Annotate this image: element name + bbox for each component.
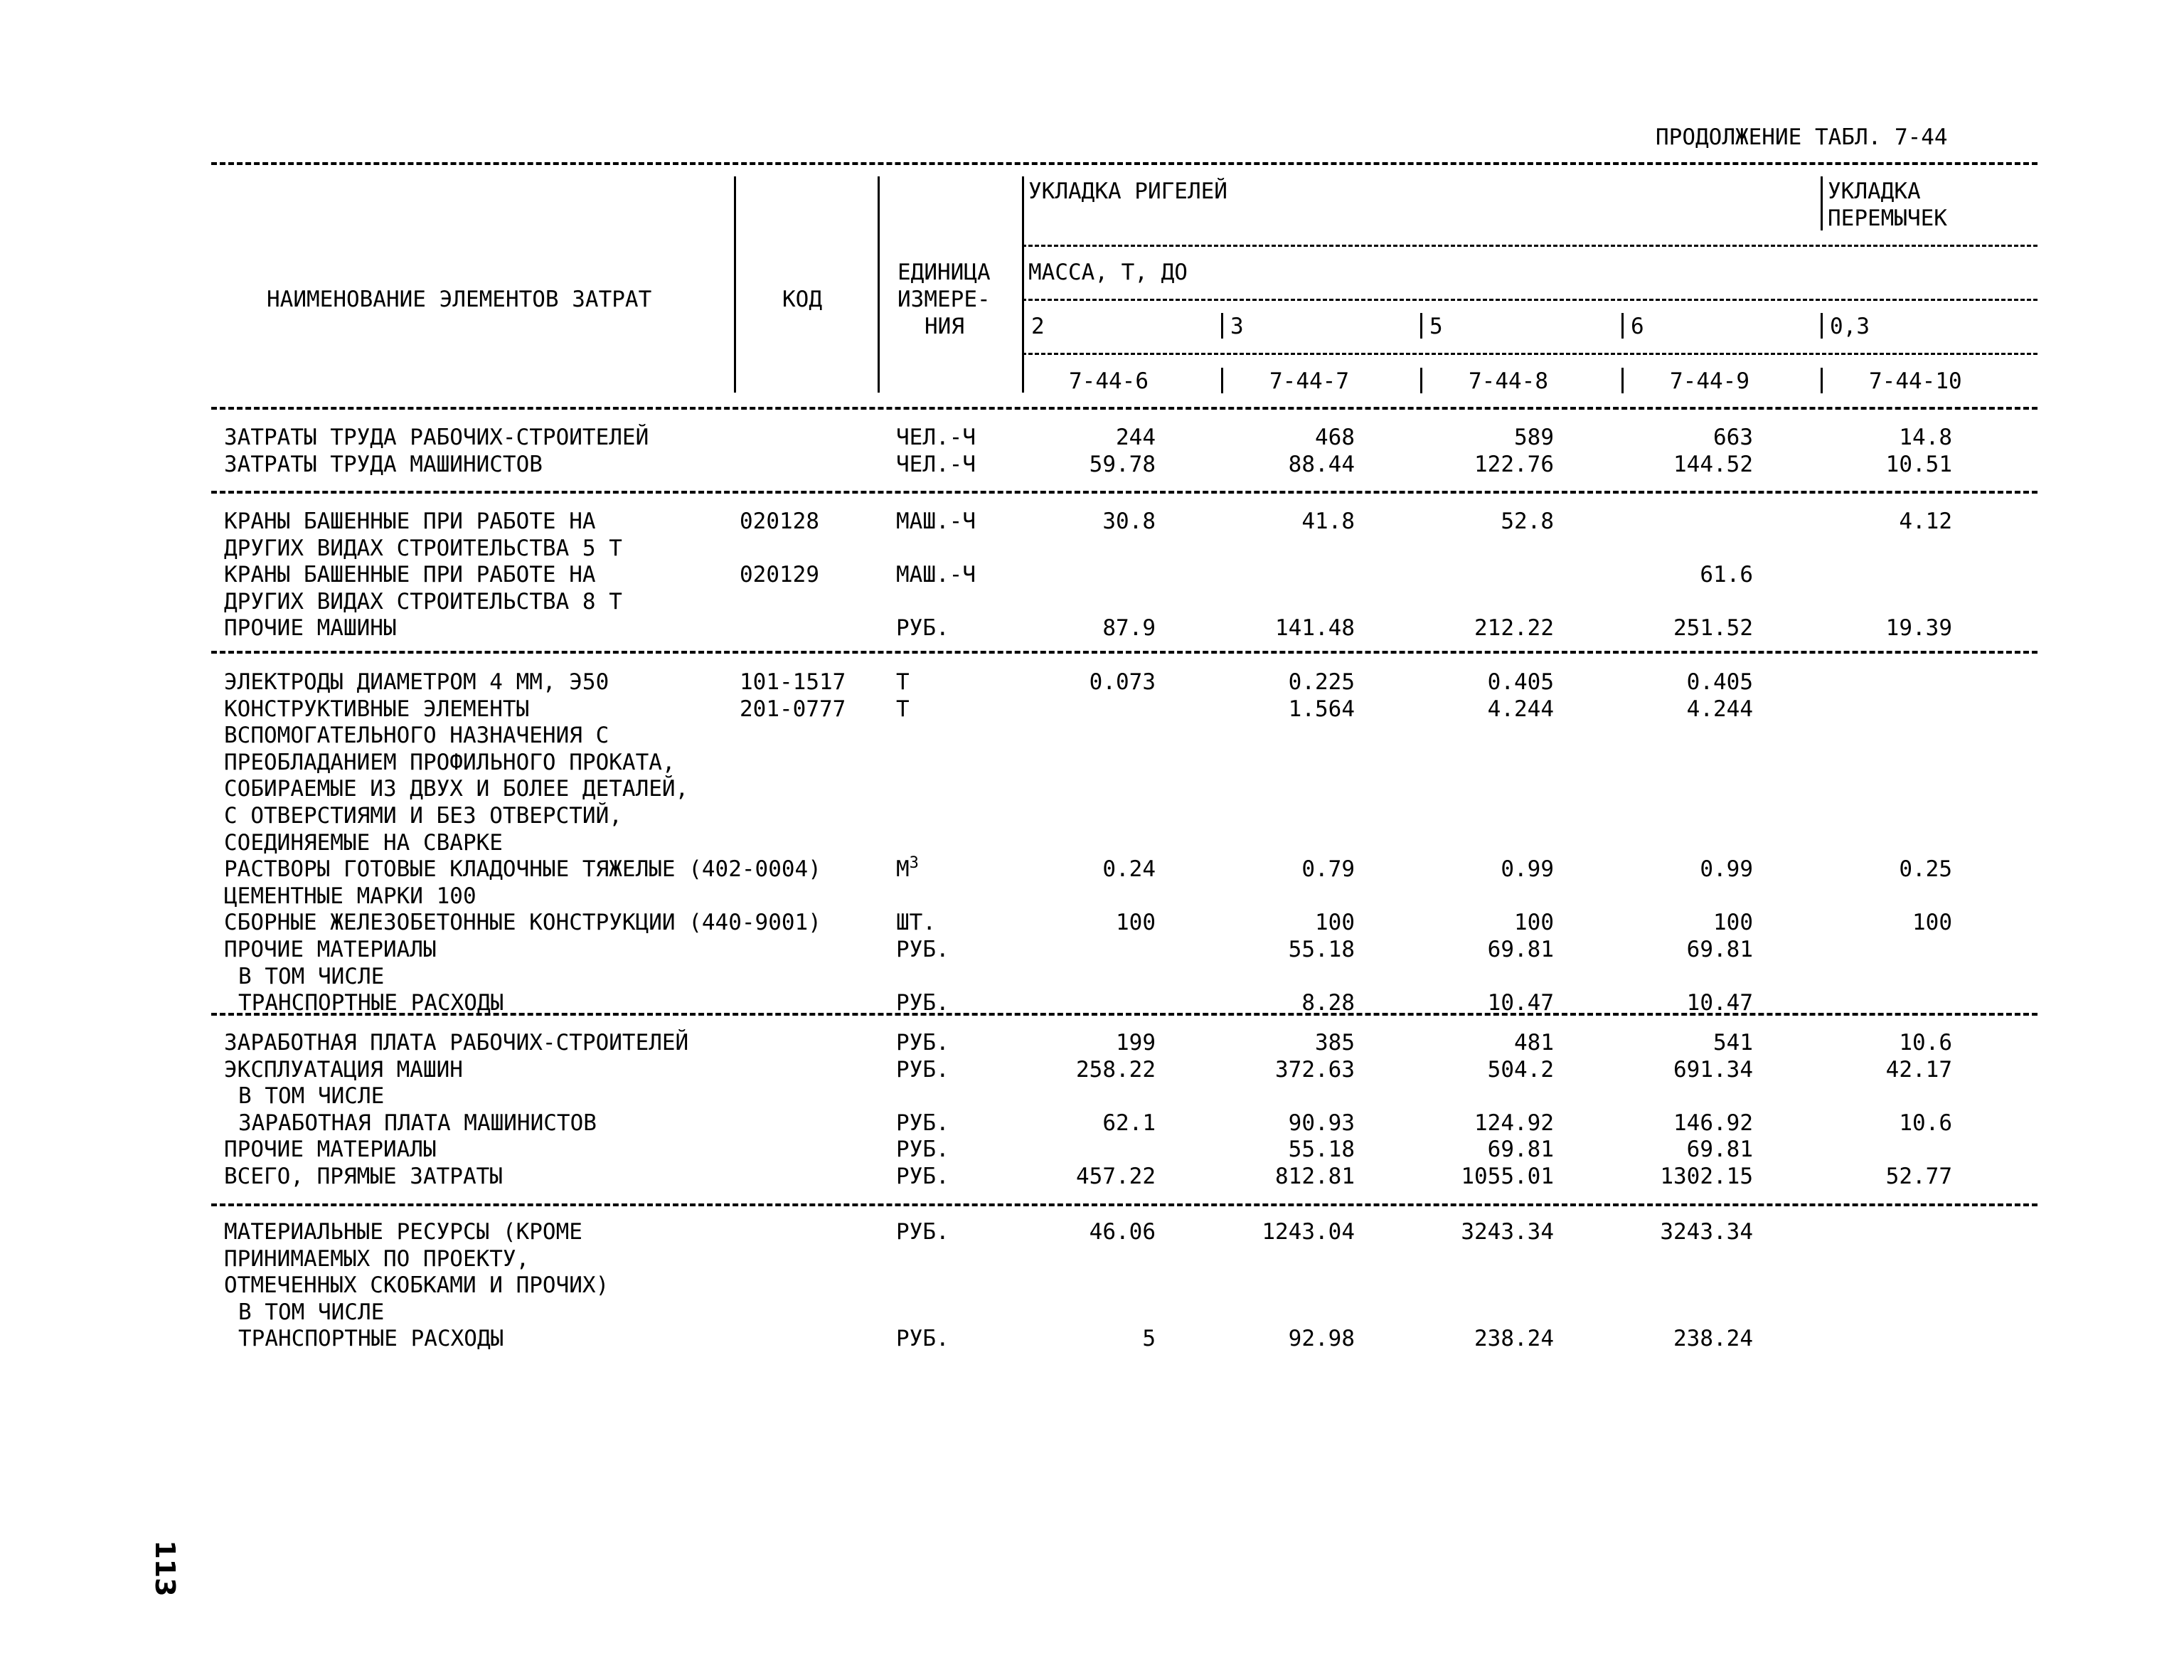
row-name-line: ЗАРАБОТНАЯ ПЛАТА РАБОЧИХ-СТРОИТЕЛЕЙ <box>224 1030 689 1056</box>
header-divider-unit-values <box>1022 176 1024 393</box>
section-rule <box>211 491 2037 494</box>
row-value: 87.9 <box>1102 615 1156 641</box>
row-value: 52.8 <box>1501 509 1554 534</box>
row-value: 1.564 <box>1288 696 1355 722</box>
row-name-line: ЗАРАБОТНАЯ ПЛАТА МАШИНИСТОВ <box>238 1110 597 1136</box>
table-caption: ПРОДОЛЖЕНИЕ ТАБЛ. 7-44 <box>1656 124 1948 150</box>
row-value: 238.24 <box>1474 1326 1554 1351</box>
header-code: КОД <box>782 287 822 312</box>
row-value: 88.44 <box>1288 452 1355 477</box>
row-unit: ЧЕЛ.-Ч <box>896 452 976 477</box>
header-name: НАИМЕНОВАНИЕ ЭЛЕМЕНТОВ ЗАТРАТ <box>267 287 652 312</box>
header-unit-1: ЕДИНИЦА <box>897 260 991 285</box>
row-name-line: С ОТВЕРСТИЯМИ И БЕЗ ОТВЕРСТИЙ, <box>224 803 622 829</box>
row-value: 385 <box>1315 1030 1355 1056</box>
header-mass-divider-5 <box>1821 313 1823 339</box>
row-value: 100 <box>1116 910 1156 935</box>
header-code-divider-5 <box>1821 368 1823 393</box>
header-mass-1: 2 <box>1031 314 1045 339</box>
row-value: 10.51 <box>1885 452 1952 477</box>
row-unit: РУБ. <box>896 1110 949 1136</box>
row-name-line: ЭЛЕКТРОДЫ ДИАМЕТРОМ 4 ММ, Э50 <box>224 669 609 695</box>
row-value: 122.76 <box>1474 452 1554 477</box>
row-unit: РУБ. <box>896 1326 949 1351</box>
row-value: 457.22 <box>1076 1164 1156 1189</box>
row-value: 69.81 <box>1487 937 1554 962</box>
header-code-2: 7-44-7 <box>1269 368 1349 394</box>
row-value: 212.22 <box>1474 615 1554 641</box>
row-value: 10.47 <box>1686 990 1753 1016</box>
row-name-line: ПРОЧИЕ МАТЕРИАЛЫ <box>224 1137 437 1162</box>
row-value: 663 <box>1713 425 1753 450</box>
row-unit: РУБ. <box>896 1219 949 1245</box>
row-name-line: ДРУГИХ ВИДАХ СТРОИТЕЛЬСТВА 5 Т <box>224 536 622 561</box>
row-name-line: ПРОЧИЕ МАТЕРИАЛЫ <box>224 937 437 962</box>
row-value: 481 <box>1514 1030 1554 1056</box>
row-name-line: ТРАНСПОРТНЫЕ РАСХОДЫ <box>238 1326 504 1351</box>
row-name-line: КРАНЫ БАШЕННЫЕ ПРИ РАБОТЕ НА <box>224 562 596 588</box>
row-name-line: ЗАТРАТЫ ТРУДА МАШИНИСТОВ <box>224 452 543 477</box>
row-value: 504.2 <box>1487 1057 1554 1083</box>
row-unit: РУБ. <box>896 1137 949 1162</box>
row-unit: РУБ. <box>896 615 949 641</box>
header-rule-2 <box>1022 299 2037 301</box>
header-mass-divider-4 <box>1621 313 1624 339</box>
row-value: 55.18 <box>1288 937 1355 962</box>
row-value: 541 <box>1713 1030 1753 1056</box>
row-value: 52.77 <box>1885 1164 1952 1189</box>
row-name-line: ДРУГИХ ВИДАХ СТРОИТЕЛЬСТВА 8 Т <box>224 589 622 615</box>
row-value: 258.22 <box>1076 1057 1156 1083</box>
row-name-line: МАТЕРИАЛЬНЫЕ РЕСУРСЫ (КРОМЕ <box>224 1219 582 1245</box>
row-code: 201-0777 <box>740 696 846 722</box>
row-value: 100 <box>1514 910 1554 935</box>
header-code-1: 7-44-6 <box>1069 368 1149 394</box>
header-rule-3 <box>1022 353 2037 355</box>
row-name-line: ВСПОМОГАТЕЛЬНОГО НАЗНАЧЕНИЯ С <box>224 723 609 748</box>
row-value: 69.81 <box>1686 937 1753 962</box>
page-number: 113 <box>149 1540 181 1597</box>
header-mass-3: 5 <box>1429 314 1443 339</box>
row-unit: РУБ. <box>896 990 949 1016</box>
row-unit: Т <box>896 669 910 695</box>
row-value: 199 <box>1116 1030 1156 1056</box>
row-name-line: ВСЕГО, ПРЯМЫЕ ЗАТРАТЫ <box>224 1164 503 1189</box>
row-value: 1243.04 <box>1262 1219 1355 1245</box>
row-unit: ШТ. <box>896 910 936 935</box>
row-value: 124.92 <box>1474 1110 1554 1136</box>
row-value: 244 <box>1116 425 1156 450</box>
rule-top <box>211 162 2037 165</box>
header-code-4: 7-44-9 <box>1670 368 1749 394</box>
section-rule <box>211 1203 2037 1206</box>
row-value: 691.34 <box>1673 1057 1753 1083</box>
header-mass-5: 0,3 <box>1830 314 1870 339</box>
row-unit: РУБ. <box>896 1030 949 1056</box>
section-rule <box>211 651 2037 654</box>
row-value: 69.81 <box>1686 1137 1753 1162</box>
section-rule <box>211 1013 2037 1016</box>
row-value: 62.1 <box>1102 1110 1156 1136</box>
row-value: 10.47 <box>1487 990 1554 1016</box>
row-value: 69.81 <box>1487 1137 1554 1162</box>
header-code-5: 7-44-10 <box>1869 368 1962 394</box>
row-value: 61.6 <box>1700 562 1753 588</box>
row-value: 0.405 <box>1686 669 1753 695</box>
row-name-line: СОЕДИНЯЕМЫЕ НА СВАРКЕ <box>224 830 503 856</box>
row-value: 0.25 <box>1899 856 1952 882</box>
row-unit: РУБ. <box>896 1164 949 1189</box>
row-value: 42.17 <box>1885 1057 1952 1083</box>
header-divider-group <box>1821 176 1823 230</box>
row-unit: РУБ. <box>896 937 949 962</box>
row-name-line: В ТОМ ЧИСЛЕ <box>238 1299 385 1325</box>
row-name-line: КОНСТРУКТИВНЫЕ ЭЛЕМЕНТЫ <box>224 696 530 722</box>
row-name-line: СОБИРАЕМЫЕ ИЗ ДВУХ И БОЛЕЕ ДЕТАЛЕЙ, <box>224 776 689 802</box>
row-value: 0.79 <box>1301 856 1355 882</box>
row-value: 0.24 <box>1102 856 1156 882</box>
row-unit: МАШ.-Ч <box>896 562 976 588</box>
row-value: 30.8 <box>1102 509 1156 534</box>
row-unit: Т <box>896 696 910 722</box>
row-name-line: ОТМЕЧЕННЫХ СКОБКАМИ И ПРОЧИХ) <box>224 1272 609 1298</box>
row-value: 5 <box>1142 1326 1156 1351</box>
row-value: 251.52 <box>1673 615 1753 641</box>
row-value: 19.39 <box>1885 615 1952 641</box>
header-divider-name-code <box>734 176 736 393</box>
header-group-rigel: УКЛАДКА РИГЕЛЕЙ <box>1028 179 1227 204</box>
row-name-line: РАСТВОРЫ ГОТОВЫЕ КЛАДОЧНЫЕ ТЯЖЕЛЫЕ (402-0004) <box>224 856 821 882</box>
row-value: 468 <box>1315 425 1355 450</box>
header-code-divider-4 <box>1621 368 1624 393</box>
row-name-line: ПРОЧИЕ МАШИНЫ <box>224 615 397 641</box>
row-value: 3243.34 <box>1660 1219 1753 1245</box>
row-unit: ЧЕЛ.-Ч <box>896 425 976 450</box>
row-value: 46.06 <box>1089 1219 1156 1245</box>
row-unit: $М^3$ <box>896 854 919 882</box>
row-name-line: КРАНЫ БАШЕННЫЕ ПРИ РАБОТЕ НА <box>224 509 596 534</box>
row-value: 0.99 <box>1700 856 1753 882</box>
row-value: 4.12 <box>1899 509 1952 534</box>
row-value: 92.98 <box>1288 1326 1355 1351</box>
header-mass-label: МАССА, Т, ДО <box>1028 260 1188 285</box>
row-value: 100 <box>1315 910 1355 935</box>
header-group-lintel-1: УКЛАДКА <box>1828 179 1921 204</box>
row-value: 372.63 <box>1275 1057 1355 1083</box>
header-divider-code-unit <box>878 176 880 393</box>
row-value: 0.225 <box>1288 669 1355 695</box>
row-value: 10.6 <box>1899 1110 1952 1136</box>
header-unit-3: НИЯ <box>925 314 964 339</box>
row-value: 0.405 <box>1487 669 1554 695</box>
row-code: 020128 <box>740 509 819 534</box>
row-value: 0.073 <box>1089 669 1156 695</box>
row-value: 812.81 <box>1275 1164 1355 1189</box>
header-code-divider-3 <box>1420 368 1422 393</box>
row-value: 3243.34 <box>1461 1219 1554 1245</box>
row-name-line: ЗАТРАТЫ ТРУДА РАБОЧИХ-СТРОИТЕЛЕЙ <box>224 425 649 450</box>
row-value: 144.52 <box>1673 452 1753 477</box>
row-value: 238.24 <box>1673 1326 1753 1351</box>
row-value: 4.244 <box>1686 696 1753 722</box>
header-code-divider-2 <box>1221 368 1223 393</box>
row-name-line: СБОРНЫЕ ЖЕЛЕЗОБЕТОННЫЕ КОНСТРУКЦИИ (440-9001) <box>224 910 821 935</box>
row-code: 020129 <box>740 562 819 588</box>
row-name-line: В ТОМ ЧИСЛЕ <box>238 1083 385 1109</box>
row-value: 10.6 <box>1899 1030 1952 1056</box>
row-value: 1055.01 <box>1461 1164 1554 1189</box>
row-value: 141.48 <box>1275 615 1355 641</box>
row-name-line: ЭКСПЛУАТАЦИЯ МАШИН <box>224 1057 463 1083</box>
header-group-lintel-2: ПЕРЕМЫЧЕК <box>1828 206 1947 231</box>
header-code-3: 7-44-8 <box>1469 368 1548 394</box>
row-value: 589 <box>1514 425 1554 450</box>
row-value: 100 <box>1713 910 1753 935</box>
row-value: 14.8 <box>1899 425 1952 450</box>
row-value: 90.93 <box>1288 1110 1355 1136</box>
row-value: 41.8 <box>1301 509 1355 534</box>
row-value: 59.78 <box>1089 452 1156 477</box>
row-value: 55.18 <box>1288 1137 1355 1162</box>
row-name-line: ТРАНСПОРТНЫЕ РАСХОДЫ <box>238 990 504 1016</box>
header-rule-1 <box>1022 245 2037 247</box>
unit-superscript: 3 <box>909 854 919 872</box>
header-mass-divider-2 <box>1221 313 1223 339</box>
row-value: 146.92 <box>1673 1110 1753 1136</box>
rule-header-bottom <box>211 407 2037 410</box>
row-unit: РУБ. <box>896 1057 949 1083</box>
row-value: 0.99 <box>1501 856 1554 882</box>
row-value: 1302.15 <box>1660 1164 1753 1189</box>
row-unit: МАШ.-Ч <box>896 509 976 534</box>
row-value: 4.244 <box>1487 696 1554 722</box>
header-mass-2: 3 <box>1230 314 1244 339</box>
header-mass-4: 6 <box>1631 314 1644 339</box>
row-value: 100 <box>1912 910 1952 935</box>
row-name-line: ПРИНИМАЕМЫХ ПО ПРОЕКТУ, <box>224 1246 530 1272</box>
row-name-line: В ТОМ ЧИСЛЕ <box>238 964 385 989</box>
row-value: 8.28 <box>1301 990 1355 1016</box>
row-name-line: ПРЕОБЛАДАНИЕМ ПРОФИЛЬНОГО ПРОКАТА, <box>224 750 676 775</box>
header-mass-divider-3 <box>1420 313 1422 339</box>
row-code: 101-1517 <box>740 669 846 695</box>
row-name-line: ЦЕМЕНТНЫЕ МАРКИ 100 <box>224 883 476 909</box>
header-unit-2: ИЗМЕРЕ- <box>897 287 991 312</box>
